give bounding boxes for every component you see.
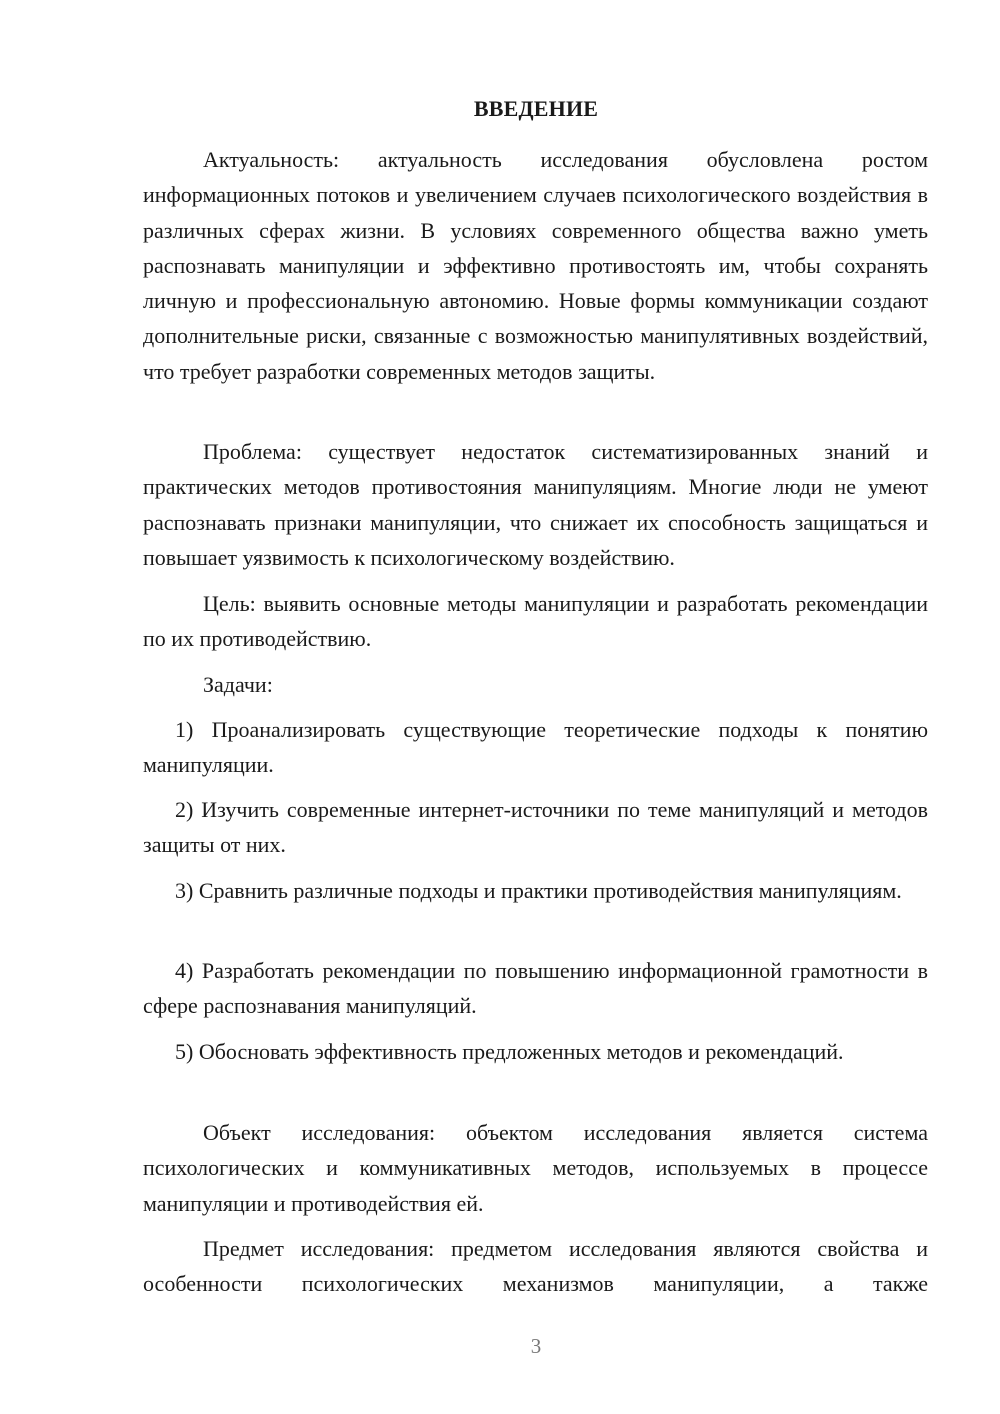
task-item-1: 1) Проанализировать существующие теоретические подходы к понятию манипуляции. (143, 717, 928, 778)
task-item-5: 5) Обосновать эффективность предложенных методов и рекомендаций. (175, 1039, 844, 1064)
page-number: 3 (530, 1334, 542, 1358)
paragraph-problem: Проблема: существует недостаток систематизированных знаний и практических методов противостояния манипуляциям. Многие люди не умеют распознавать признаки манипуляции, что снижает их способность защищаться и повышает уязвимость к психологическому воздействию. (143, 439, 928, 570)
paragraph-object: Объект исследования: объектом исследования является система психологических и коммуникативных методов, используемых в процессе манипуляции и противодействия ей. (143, 1120, 928, 1216)
paragraph-relevance: Актуальность: актуальность исследования обусловлена ростом информационных потоков и увеличением случаев психологического воздействия в различных сферах жизни. В условиях современного общества важно уметь распознавать манипуляции и эффективно противостоять им, чтобы сохранять личную и профессиональную автономию. Новые формы коммуникации создают дополнительные риски, связанные с возможностью манипулятивных воздействий, что требует разработки современных методов защиты. (143, 147, 928, 384)
tasks-heading: Задачи: (203, 672, 273, 697)
task-item-3: 3) Сравнить различные подходы и практики противодействия манипуляциям. (175, 878, 902, 903)
page-title: ВВЕДЕНИЕ (473, 96, 599, 121)
task-item-2: 2) Изучить современные интернет-источники по теме манипуляций и методов защиты от них. (143, 797, 928, 858)
paragraph-goal: Цель: выявить основные методы манипуляции и разработать рекомендации по их противодействию. (143, 591, 928, 652)
task-item-4: 4) Разработать рекомендации по повышению информационной грамотности в сфере распознавания манипуляций. (143, 958, 928, 1019)
paragraph-subject: Предмет исследования: предметом исследования являются свойства и особенности психологических механизмов манипуляции, а также (143, 1236, 928, 1297)
